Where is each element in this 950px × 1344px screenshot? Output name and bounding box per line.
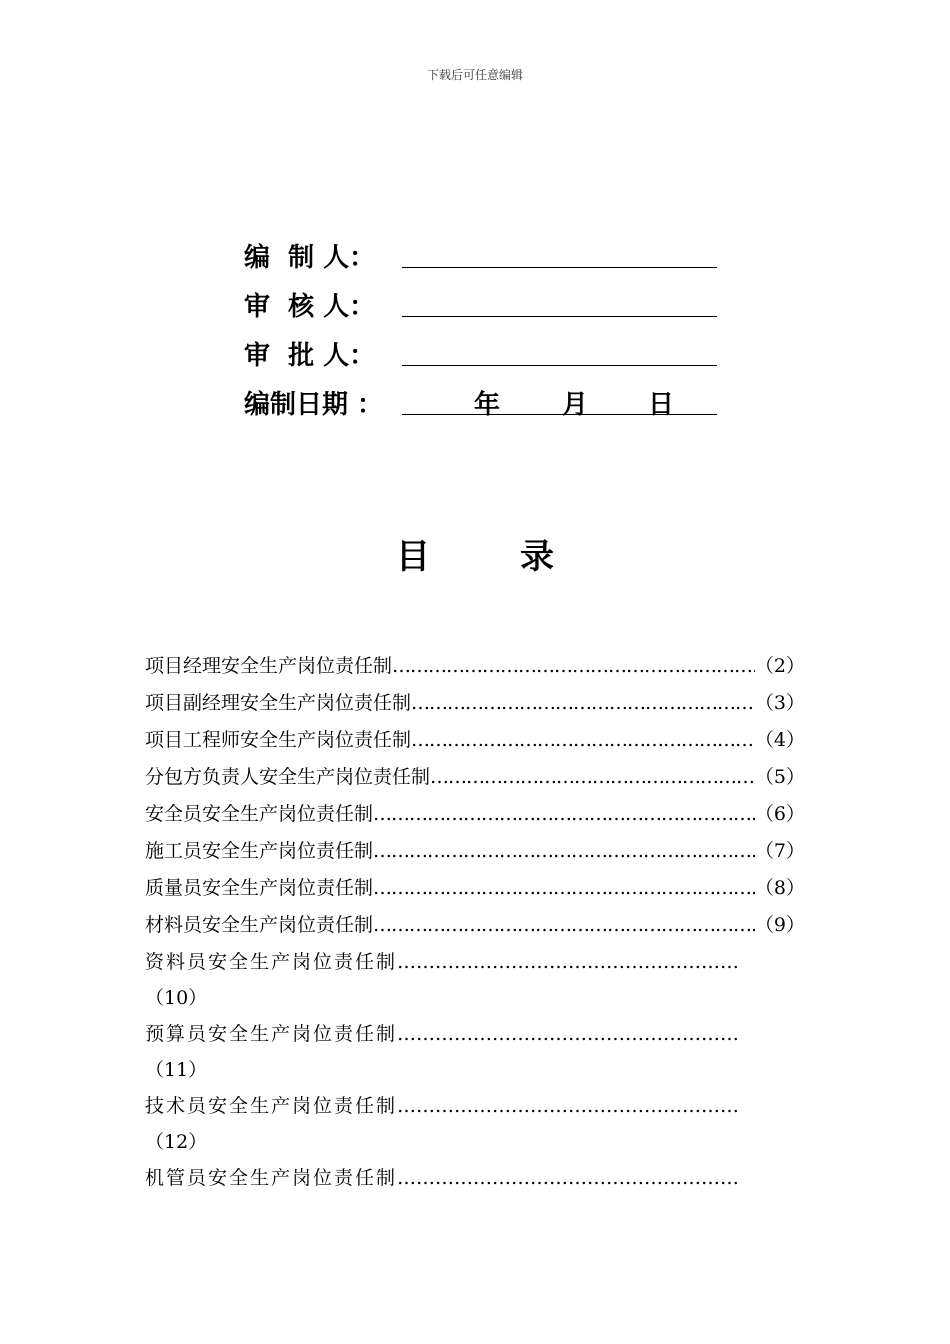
toc-entry-wrapped[interactable] — [145, 1016, 805, 1088]
date-year-unit: 年 — [474, 390, 501, 420]
date-day-unit: 日 — [648, 390, 675, 420]
date-month-unit: 月 — [562, 390, 589, 420]
signature-line — [402, 267, 717, 268]
toc-entry-page: （2） — [754, 655, 805, 677]
toc-entry-title: 质量员安全生产岗位责任制 — [145, 877, 374, 899]
toc-entry-wrapped[interactable] — [145, 1160, 805, 1196]
toc-entry-page: （5） — [754, 766, 805, 788]
toc-entry-page: （9） — [754, 914, 805, 936]
toc-entry[interactable] — [145, 722, 805, 759]
toc-entry-title: 分包方负责人安全生产岗位责任制 — [145, 766, 431, 788]
toc-entry-page: （3） — [754, 692, 805, 714]
toc-leader-dots — [392, 648, 755, 685]
toc-title-char: 目 — [396, 537, 430, 577]
toc-entry-title: 技术员安全生产岗位责任制 — [145, 1095, 398, 1117]
date-fields — [402, 385, 717, 425]
toc-entry-page: （6） — [754, 803, 805, 825]
signoff-label: 审 核 人： — [244, 292, 376, 322]
toc-title-char: 录 — [520, 537, 554, 577]
toc-leader-dots — [373, 907, 755, 944]
toc-entry-page: （10） — [145, 987, 208, 1009]
toc-leader-dots — [373, 833, 755, 870]
toc-entry-title: 项目工程师安全生产岗位责任制 — [145, 729, 412, 751]
toc-entry-page: （8） — [754, 877, 805, 899]
toc-entry-title: 安全员安全生产岗位责任制 — [145, 803, 374, 825]
toc-entry[interactable] — [145, 648, 805, 685]
toc-entry[interactable] — [145, 833, 805, 870]
toc-entry-title: 资料员安全生产岗位责任制 — [145, 951, 398, 973]
toc-entry[interactable] — [145, 796, 805, 833]
signoff-label: 编制日期 ： — [244, 390, 384, 420]
toc-entry-title: 材料员安全生产岗位责任制 — [145, 914, 374, 936]
signature-line — [402, 365, 717, 366]
toc-entry-page: （4） — [754, 729, 805, 751]
toc-entry[interactable] — [145, 685, 805, 722]
toc-list — [145, 648, 805, 1196]
signature-line — [402, 316, 717, 317]
toc-leader-dots: ……………………………………………… — [397, 1095, 740, 1117]
toc-leader-dots: ……………………………………………… — [397, 1167, 740, 1189]
toc-entry-title: 项目副经理安全生产岗位责任制 — [145, 692, 412, 714]
toc-entry-wrapped[interactable] — [145, 1088, 805, 1160]
toc-leader-dots — [430, 759, 755, 796]
toc-leader-dots — [411, 722, 755, 759]
toc-leader-dots: ……………………………………………… — [397, 951, 740, 973]
toc-leader-dots — [373, 796, 755, 833]
header-watermark: 下载后可任意编辑 — [426, 68, 523, 82]
toc-entry[interactable] — [145, 907, 805, 944]
toc-leader-dots — [411, 685, 755, 722]
toc-entry-page: （11） — [145, 1059, 208, 1081]
toc-entry[interactable] — [145, 759, 805, 796]
toc-entry-title: 项目经理安全生产岗位责任制 — [145, 655, 393, 677]
toc-title — [0, 532, 950, 582]
toc-entry-wrapped[interactable] — [145, 944, 805, 1016]
toc-leader-dots — [373, 870, 755, 907]
toc-entry-title: 施工员安全生产岗位责任制 — [145, 840, 374, 862]
toc-entry-title: 机管员安全生产岗位责任制 — [145, 1167, 398, 1189]
signoff-label: 审 批 人： — [244, 341, 376, 371]
signoff-label: 编 制 人： — [244, 243, 376, 273]
toc-entry-page: （12） — [145, 1131, 208, 1153]
toc-entry[interactable] — [145, 870, 805, 907]
toc-leader-dots: ……………………………………………… — [397, 1023, 740, 1045]
toc-entry-title: 预算员安全生产岗位责任制 — [145, 1023, 398, 1045]
toc-entry-page: （7） — [754, 840, 805, 862]
